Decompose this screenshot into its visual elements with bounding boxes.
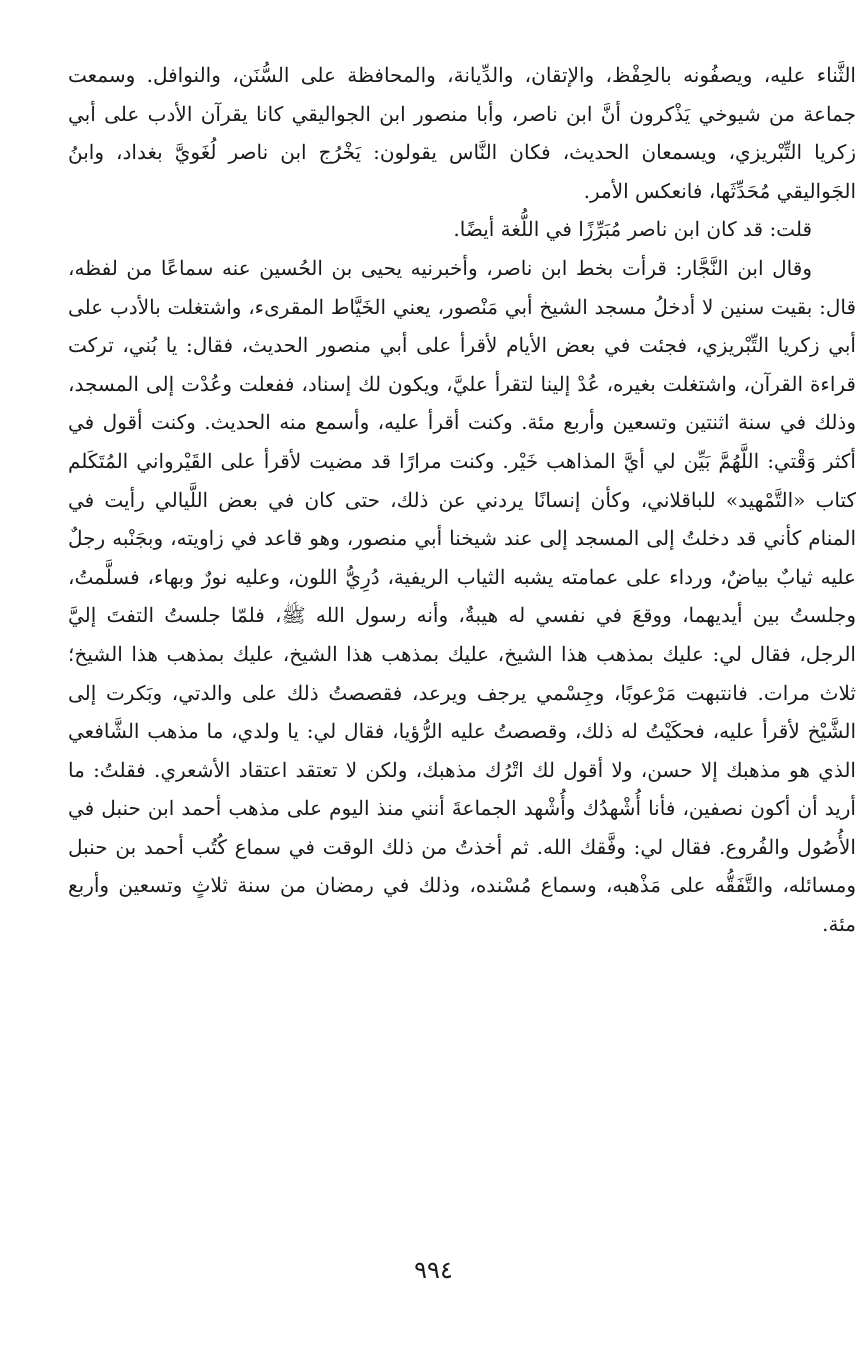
paragraph-ibn-najjar-narration: وقال ابن النَّجَّار: قرأت بخط ابن ناصر، وأخبرنيه يحيى بن الحُسين عنه سماعًا من لفظه، قال: بقيت سنين لا أدخلُ مسجد الشيخ أبي مَنْصور، يعني الخَيَّاط المقرىء، واشتغلت بالأدب على أبي زكريا التِّبْريزي، فجئت في بعض الأيام لأقرأ على أبي منصور الحديث، فقال: يا بُني، تركت قراءة القرآن، واشتغلت بغيره، عُدْ إلينا لتقرأ عليَّ، ويكون لك إسناد، ففعلت وعُدْت إلى المسجد، وذلك في سنة اثنتين وتسعين وأربع مئة. وكنت أقرأ عليه، وأسمع منه الحديث. وكنت أقول في أكثر وَقْتي: اللَّهُمَّ بَيِّن لي أيَّ المذاهب خَيْر. وكنت مرارًا قد مضيت لأقرأ على القَيْرواني المُتَكَلم كتاب «التَّمْهيد» للباقلاني، وكأن إنسانًا يردني عن ذلك، حتى كان في بعض اللَّيالي رأيت في المنام كأني قد دخلتُ إلى المسجد إلى عند شيخنا أبي منصور، وهو قاعد في زاويته، وبجَنْبه رجلٌ عليه ثيابٌ بياضٌ، ورداء على عمامته يشبه الثياب الريفية، دُرِيُّ اللون، وعليه نورٌ وبهاء، فسلَّمتُ، وجلستُ بين أيديهما، ووقعَ في نفسي له هيبةٌ، وأنه رسول الله ﷺ، فلمّا جلستُ التفتَ إليَّ الرجل، فقال لي: عليك بمذهب هذا الشيخ، عليك بمذهب هذا الشيخ، عليك بمذهب هذا الشيخ؛ ثلاث مرات. فانتبهت مَرْعوبًا، وجِسْمي يرجف ويرعد، فقصصتُ ذلك على والدتي، وبَكرت إلى الشَّيْخ لأقرأ عليه، فحكَيْتُ له ذلك، وقصصتُ عليه الرُّؤيا، فقال لي: يا ولدي، ما مذهب الشَّافعي الذي هو مذهبك إلا حسن، ولا أقول لك اتْرُك مذهبك، ولكن لا تعتقد اعتقاد الأشعري. فقلتُ: ما أريد أن أكون نصفين، فأنا أُشْهدُك وأُشْهد الجماعةَ أنني منذ اليوم على مذهب أحمد ابن حنبل في الأُصُول والفُروع. فقال لي: وفَّقك الله. ثم أخذتُ من ذلك الوقت في سماع كُتُب أحمد بن حنبل ومسائله، والتَّفَقُّه على مَذْهبه، وسماع مُسْنده، وذلك في رمضان من سنة ثلاثٍ وتسعين وأربع مئة. [68, 255, 857, 937]
body-text [68, 56, 856, 944]
paragraph-continuation: الثَّناء عليه، ويصفُونه بالحِفْظ، والإتقان، والدِّيانة، والمحافظة على السُّنَن، والنوافل. وسمعت جماعة من شيوخي يَذْكرون أنَّ ابن ناصر، وأبا منصور ابن الجواليقي كانا يقرآن الأدب على أبي زكريا التِّبْريزي، ويسمعان الحديث، فكان النَّاس يقولون: يَخْرُج ابن ناصر لُغَويَّ بغداد، وابنُ الجَواليقي مُحَدِّثَها، فانعكس الأمر. [68, 63, 856, 203]
page-number: ٩٩٤ [414, 1256, 453, 1284]
paragraph-author-note: قلت: قد كان ابن ناصر مُبَرِّزًا في اللُّغة أيضًا. [453, 217, 812, 242]
